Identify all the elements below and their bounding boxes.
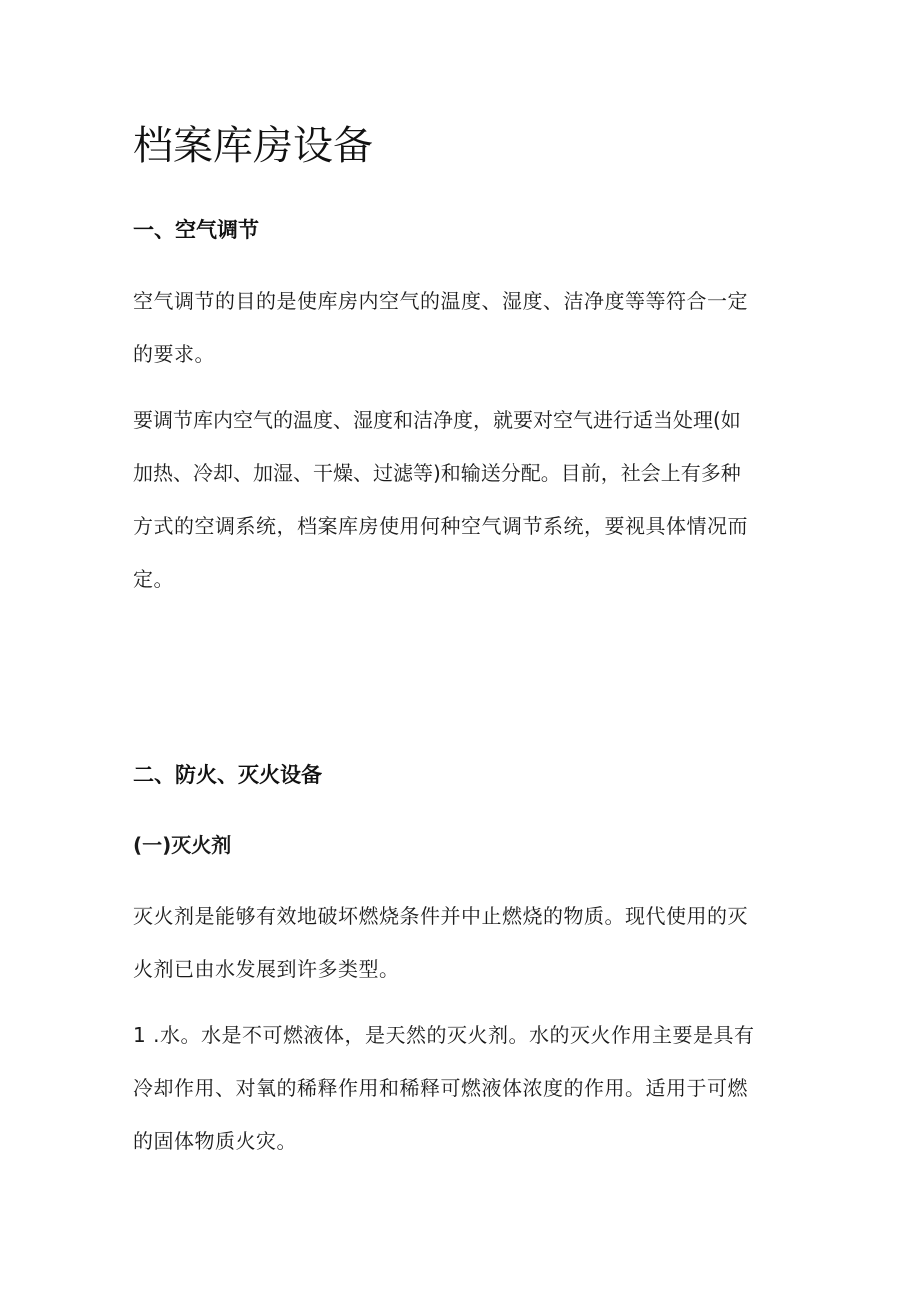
- paragraph-line: 灭火剂是能够有效地破坏燃烧条件并中止燃烧的物质。现代使用的灭: [133, 904, 748, 928]
- paragraph-line: 空气调节的目的是使库房内空气的温度、湿度、洁净度等等符合一定: [133, 289, 748, 313]
- paragraph-line: 冷却作用、对氧的稀释作用和稀释可燃液体浓度的作用。适用于可燃: [133, 1076, 748, 1100]
- paragraph-water-agent: [133, 1019, 795, 1178]
- section-heading-air-conditioning: 一、空气调节: [133, 218, 259, 242]
- subsection-heading-extinguishing-agents: (一)灭火剂: [133, 833, 232, 857]
- paragraph-line: 要调节库内空气的温度、湿度和洁净度，就要对空气进行适当处理(如: [133, 408, 741, 432]
- paragraph-line: 1 .水。水是不可燃液体，是天然的灭火剂。水的灭火作用主要是具有: [133, 1023, 755, 1047]
- document-title: 档案库房设备: [133, 123, 373, 169]
- paragraph-extinguishing-agents: [133, 900, 795, 1006]
- paragraph-air-conditioning-purpose: [133, 285, 795, 391]
- paragraph-air-processing: [133, 404, 795, 616]
- paragraph-line: 加热、冷却、加湿、干燥、过滤等)和输送分配。目前，社会上有多种: [133, 461, 741, 485]
- paragraph-line: 火剂已由水发展到许多类型。: [133, 957, 400, 981]
- paragraph-line: 的要求。: [133, 342, 215, 366]
- paragraph-line: 方式的空调系统，档案库房使用何种空气调节系统，要视具体情况而: [133, 514, 748, 538]
- paragraph-line: 的固体物质火灾。: [133, 1129, 297, 1153]
- paragraph-line: 定。: [133, 567, 174, 591]
- section-heading-fire-protection: 二、防火、灭火设备: [133, 763, 322, 787]
